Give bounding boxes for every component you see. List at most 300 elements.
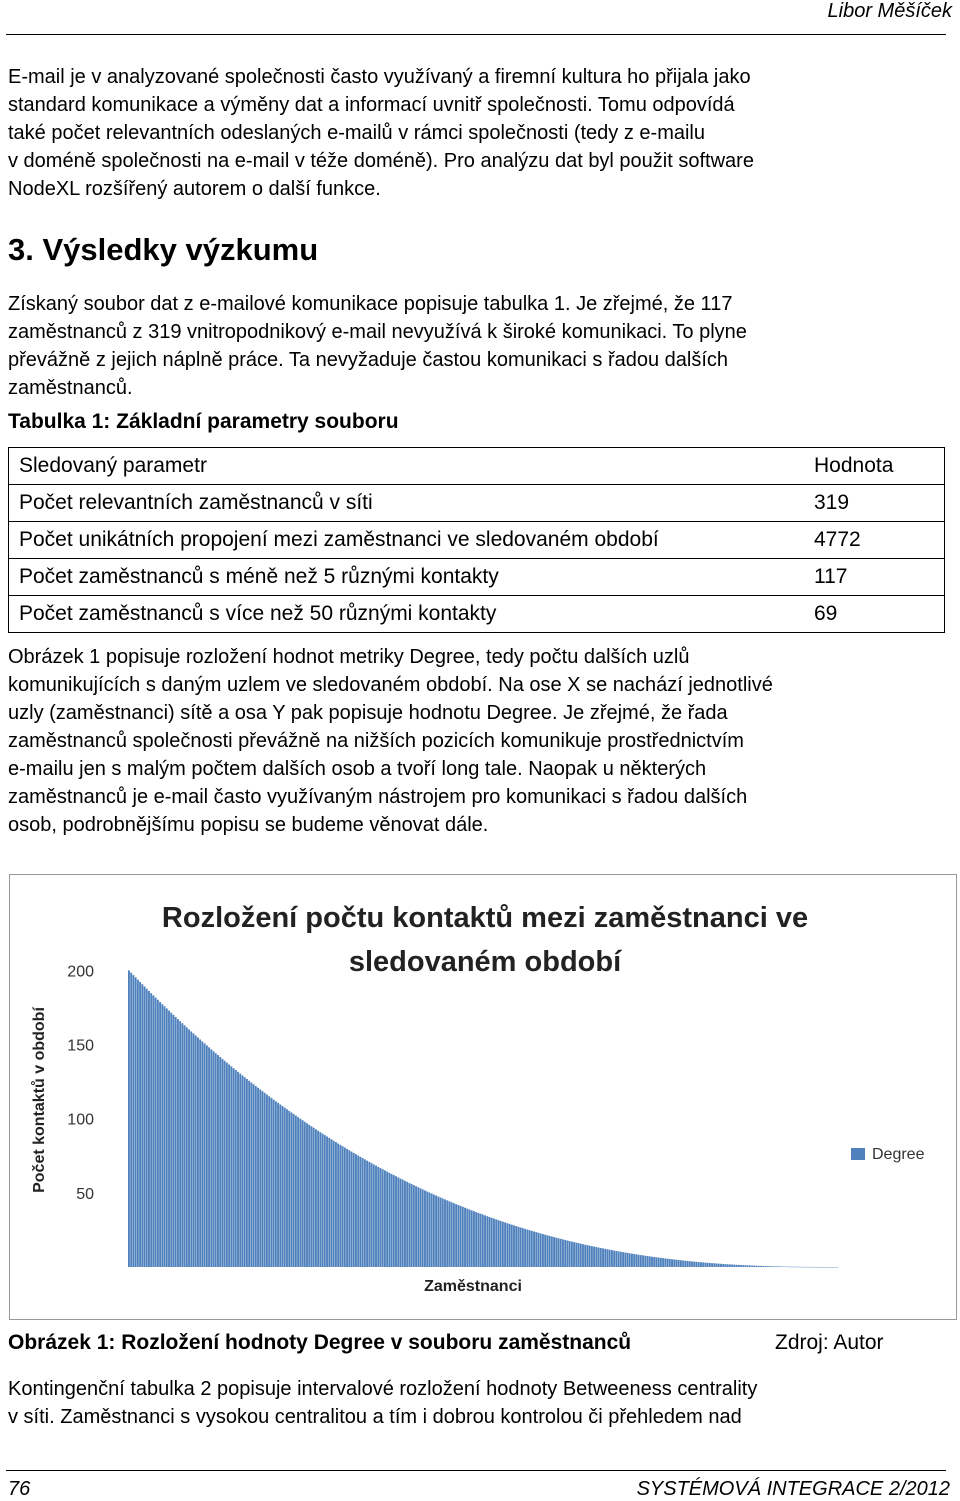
degree-bar xyxy=(293,1114,295,1267)
degree-bar xyxy=(306,1123,308,1267)
degree-bar xyxy=(658,1258,660,1267)
intro-line: NodeXL rozšířený autorem o další funkce. xyxy=(8,178,381,200)
degree-bar xyxy=(175,1017,177,1267)
degree-bar xyxy=(324,1135,326,1267)
degree-bar xyxy=(782,1267,784,1268)
degree-bar xyxy=(233,1068,235,1267)
degree-bar xyxy=(482,1215,484,1267)
degree-bar xyxy=(199,1039,201,1267)
degree-bar xyxy=(477,1213,479,1267)
degree-bar xyxy=(518,1227,520,1267)
degree-bar xyxy=(157,1000,159,1267)
row-parameter: Počet zaměstnanců s méně než 5 různými kontakty xyxy=(9,559,801,596)
degree-bar xyxy=(395,1176,397,1267)
degree-bar xyxy=(564,1240,566,1267)
degree-bar xyxy=(346,1149,348,1267)
degree-bar xyxy=(664,1258,666,1267)
intro-line: v doméně společnosti na e-mail v téže doméně). Pro analýzu dat byl použit software xyxy=(8,150,754,172)
degree-bar xyxy=(718,1264,720,1267)
degree-bar xyxy=(224,1061,226,1267)
header-rule xyxy=(6,34,946,35)
degree-bar xyxy=(696,1262,698,1267)
degree-bar xyxy=(339,1145,341,1267)
degree-bar xyxy=(273,1100,275,1267)
degree-bar xyxy=(135,977,137,1267)
degree-bar xyxy=(687,1261,689,1267)
degree-bar xyxy=(317,1131,319,1267)
degree-bar xyxy=(805,1267,807,1268)
degree-bar xyxy=(159,1002,161,1267)
degree-bar xyxy=(248,1081,250,1267)
degree-bar xyxy=(738,1265,740,1267)
row-parameter: Počet relevantních zaměstnanců v síti xyxy=(9,485,801,522)
degree-bar xyxy=(558,1238,560,1267)
degree-bar xyxy=(364,1159,366,1267)
page-number: 76 xyxy=(8,1478,31,1500)
degree-bar xyxy=(544,1235,546,1267)
degree-bar xyxy=(469,1209,471,1267)
degree-bar xyxy=(618,1251,620,1267)
degree-bar xyxy=(831,1267,833,1268)
degree-bar xyxy=(531,1231,533,1267)
degree-bar xyxy=(780,1266,782,1267)
degree-bar xyxy=(208,1047,210,1267)
degree-bar xyxy=(342,1146,344,1267)
degree-bar xyxy=(466,1209,468,1267)
degree-bar xyxy=(337,1143,339,1267)
degree-bar xyxy=(631,1254,633,1267)
figure-paragraph xyxy=(8,643,942,839)
degree-bar xyxy=(773,1266,775,1267)
degree-bar xyxy=(197,1038,199,1268)
degree-bar xyxy=(373,1164,375,1267)
degree-bar xyxy=(727,1264,729,1267)
degree-bar xyxy=(206,1045,208,1267)
degree-bar xyxy=(164,1006,166,1267)
degree-bar xyxy=(173,1015,175,1267)
degree-bar xyxy=(747,1265,749,1267)
degree-bar xyxy=(546,1235,548,1267)
degree-bar xyxy=(760,1266,762,1267)
degree-bar xyxy=(582,1244,584,1267)
degree-bar xyxy=(538,1233,540,1267)
degree-bar xyxy=(177,1019,179,1267)
degree-bar xyxy=(627,1253,629,1267)
degree-bar xyxy=(515,1226,517,1267)
degree-bar xyxy=(462,1207,464,1267)
degree-bar xyxy=(130,973,132,1267)
degree-bar xyxy=(522,1228,524,1267)
degree-bar xyxy=(667,1259,669,1267)
degree-bar xyxy=(811,1267,813,1268)
degree-bar xyxy=(796,1267,798,1268)
degree-bar xyxy=(221,1059,223,1267)
degree-bar xyxy=(246,1079,248,1267)
degree-bar xyxy=(257,1088,259,1267)
results-paragraph xyxy=(8,290,942,402)
degree-bar xyxy=(426,1191,428,1267)
degree-bar xyxy=(684,1261,686,1267)
degree-bar xyxy=(170,1013,172,1267)
table-caption: Tabulka 1: Základní parametry souboru xyxy=(8,410,399,433)
degree-bar xyxy=(186,1027,188,1267)
degree-bar xyxy=(262,1091,264,1267)
degree-bar xyxy=(593,1247,595,1267)
degree-bar xyxy=(437,1197,439,1268)
degree-bar xyxy=(213,1051,215,1267)
row-value: 69 xyxy=(800,596,945,633)
degree-bar xyxy=(551,1237,553,1267)
degree-bar xyxy=(277,1103,279,1267)
closing-line: v síti. Zaměstnanci s vysokou centralitou a tím i dobrou kontrolou či přehledem nad xyxy=(8,1406,742,1428)
degree-bar xyxy=(440,1197,442,1267)
degree-bar xyxy=(259,1089,261,1267)
degree-bar xyxy=(304,1122,306,1267)
degree-bar xyxy=(502,1222,504,1267)
degree-bar xyxy=(584,1245,586,1267)
figure-line: komunikujících s daným uzlem ve sledovaném období. Na ose X se nachází jednotlivé xyxy=(8,674,773,696)
degree-bar xyxy=(455,1204,457,1267)
header-value: Hodnota xyxy=(800,448,945,485)
degree-bar xyxy=(489,1217,491,1267)
degree-bar xyxy=(749,1265,751,1267)
footer-rule xyxy=(6,1470,946,1471)
degree-bar xyxy=(442,1198,444,1267)
degree-bar xyxy=(424,1190,426,1267)
degree-bar xyxy=(237,1072,239,1267)
degree-bar xyxy=(297,1117,299,1267)
degree-bar xyxy=(598,1248,600,1267)
degree-bar xyxy=(179,1021,181,1267)
degree-bar xyxy=(635,1254,637,1267)
degree-bar xyxy=(771,1266,773,1267)
degree-bar xyxy=(660,1258,662,1267)
degree-bar xyxy=(326,1136,328,1267)
chart-title-line-1: Rozložení počtu kontaktů mezi zaměstnanci ve xyxy=(161,902,809,934)
degree-bar xyxy=(195,1035,197,1267)
intro-line: E-mail je v analyzované společnosti často využívaný a firemní kultura ho přijala jako xyxy=(8,66,751,88)
degree-bar xyxy=(444,1199,446,1267)
degree-bar xyxy=(275,1101,277,1267)
degree-bar xyxy=(500,1221,502,1267)
degree-bar xyxy=(611,1250,613,1267)
degree-bar xyxy=(756,1266,758,1267)
degree-bar xyxy=(566,1241,568,1267)
figure-line: e-mailu jen s malým počtem dalších osob a tvoří long tale. Naopak u některých xyxy=(8,758,707,780)
degree-bar xyxy=(600,1248,602,1267)
degree-bar xyxy=(431,1194,433,1268)
degree-bar xyxy=(464,1208,466,1267)
degree-bar xyxy=(720,1264,722,1267)
degree-bar xyxy=(384,1170,386,1267)
intro-paragraph xyxy=(8,63,942,203)
degree-bar xyxy=(578,1243,580,1267)
closing-paragraph xyxy=(8,1375,942,1431)
degree-bar xyxy=(607,1249,609,1267)
degree-bar xyxy=(284,1108,286,1267)
degree-bar xyxy=(315,1129,317,1267)
degree-bar xyxy=(235,1070,237,1267)
degree-bar xyxy=(742,1265,744,1267)
legend-swatch xyxy=(851,1148,865,1160)
degree-bar xyxy=(736,1265,738,1267)
degree-bar xyxy=(250,1083,252,1267)
degree-bar xyxy=(765,1266,767,1267)
degree-bar xyxy=(587,1245,589,1267)
degree-bar xyxy=(809,1267,811,1268)
row-value: 117 xyxy=(800,559,945,596)
degree-bar xyxy=(290,1112,292,1267)
degree-bar xyxy=(491,1218,493,1267)
results-line: převážně z jejich náplně práce. Ta nevyžaduje častou komunikaci s řadou dalších xyxy=(8,349,729,371)
degree-bar xyxy=(368,1162,370,1267)
degree-bar xyxy=(322,1134,324,1267)
degree-bar xyxy=(762,1266,764,1267)
degree-bar xyxy=(535,1232,537,1267)
degree-bar xyxy=(475,1212,477,1267)
degree-bar xyxy=(219,1057,221,1267)
degree-bar xyxy=(255,1086,257,1267)
degree-bar xyxy=(148,991,150,1267)
degree-bar xyxy=(698,1262,700,1267)
degree-bar xyxy=(388,1173,390,1267)
degree-bar xyxy=(776,1266,778,1267)
degree-bar xyxy=(299,1119,301,1267)
degree-bar xyxy=(344,1148,346,1267)
degree-bar xyxy=(575,1243,577,1267)
degree-bar xyxy=(731,1265,733,1267)
degree-bar xyxy=(540,1233,542,1267)
y-tick-label: 200 xyxy=(67,963,94,981)
degree-bar xyxy=(144,986,146,1267)
degree-bar xyxy=(366,1161,368,1267)
degree-bar xyxy=(400,1179,402,1267)
degree-bar xyxy=(800,1267,802,1268)
degree-bar xyxy=(613,1251,615,1267)
degree-bar xyxy=(807,1267,809,1268)
degree-bar xyxy=(529,1230,531,1267)
degree-bar xyxy=(678,1260,680,1267)
degree-bar xyxy=(785,1267,787,1268)
degree-bar xyxy=(604,1249,606,1267)
degree-bar xyxy=(302,1120,304,1267)
figure-line: Obrázek 1 popisuje rozložení hodnot metriky Degree, tedy počtu dalších uzlů xyxy=(8,646,690,668)
degree-bar xyxy=(413,1185,415,1267)
degree-bar xyxy=(473,1211,475,1267)
degree-bar xyxy=(417,1187,419,1267)
degree-bar xyxy=(497,1220,499,1267)
degree-bar xyxy=(649,1256,651,1267)
degree-bar xyxy=(268,1096,270,1267)
degree-bar xyxy=(822,1267,824,1268)
table-row xyxy=(9,596,945,633)
degree-bar xyxy=(168,1011,170,1267)
degree-bar xyxy=(767,1266,769,1267)
degree-bar xyxy=(711,1263,713,1267)
degree-bar xyxy=(184,1025,186,1267)
degree-bar xyxy=(573,1242,575,1267)
degree-bar xyxy=(264,1093,266,1267)
degree-bar xyxy=(313,1128,315,1267)
degree-bar xyxy=(408,1183,410,1267)
degree-bar xyxy=(375,1166,377,1267)
degree-bar xyxy=(793,1267,795,1268)
degree-bar xyxy=(495,1219,497,1267)
table-row xyxy=(9,559,945,596)
degree-bar xyxy=(580,1244,582,1267)
degree-bar xyxy=(242,1075,244,1267)
results-line: Získaný soubor dat z e-mailové komunikace popisuje tabulka 1. Je zřejmé, že 117 xyxy=(8,293,733,315)
degree-bar xyxy=(671,1259,673,1267)
chart-x-label: Zaměstnanci xyxy=(424,1278,522,1295)
degree-bar xyxy=(382,1169,384,1267)
degree-bar xyxy=(228,1064,230,1267)
degree-bar xyxy=(751,1266,753,1267)
chart-canvas xyxy=(10,875,955,1318)
degree-bar xyxy=(789,1267,791,1268)
degree-bar xyxy=(193,1033,195,1267)
degree-bar xyxy=(651,1257,653,1267)
parameters-table xyxy=(8,447,945,633)
degree-bar xyxy=(270,1098,272,1267)
degree-bar xyxy=(295,1116,297,1267)
degree-bar xyxy=(146,989,148,1267)
degree-bar xyxy=(655,1257,657,1267)
degree-bar xyxy=(428,1192,430,1267)
degree-bar xyxy=(357,1156,359,1267)
degree-bar xyxy=(362,1158,364,1267)
degree-bar xyxy=(729,1264,731,1267)
degree-bar xyxy=(798,1267,800,1268)
degree-bar xyxy=(791,1267,793,1268)
row-parameter: Počet unikátních propojení mezi zaměstnanci ve sledovaném období xyxy=(9,522,801,559)
closing-line: Kontingenční tabulka 2 popisuje intervalové rozložení hodnoty Betweeness centrality xyxy=(8,1378,758,1400)
row-value: 319 xyxy=(800,485,945,522)
degree-bar xyxy=(778,1266,780,1267)
degree-bar xyxy=(150,993,152,1267)
degree-bar xyxy=(308,1125,310,1267)
degree-bar xyxy=(166,1008,168,1267)
degree-bar xyxy=(769,1266,771,1267)
degree-bar xyxy=(335,1142,337,1267)
degree-bar xyxy=(406,1182,408,1267)
degree-bar xyxy=(716,1263,718,1267)
degree-bar xyxy=(402,1180,404,1267)
degree-bar xyxy=(820,1267,822,1268)
degree-bar xyxy=(230,1066,232,1267)
degree-bar xyxy=(676,1260,678,1267)
degree-bar xyxy=(836,1267,838,1268)
degree-bar xyxy=(504,1222,506,1267)
degree-bar xyxy=(152,995,154,1267)
degree-bar xyxy=(217,1055,219,1267)
degree-bar xyxy=(279,1104,281,1267)
degree-bar xyxy=(353,1153,355,1267)
degree-bar xyxy=(542,1234,544,1267)
degree-bar xyxy=(415,1186,417,1267)
degree-bar xyxy=(371,1163,373,1267)
chart-y-label: Počet kontaktů v období xyxy=(31,1007,48,1193)
y-tick-label: 100 xyxy=(67,1111,94,1129)
degree-bar xyxy=(311,1126,313,1267)
degree-bar xyxy=(226,1063,228,1267)
degree-bar xyxy=(662,1258,664,1267)
degree-bar xyxy=(818,1267,820,1268)
degree-bar xyxy=(422,1189,424,1267)
degree-bar xyxy=(132,975,134,1267)
degree-bar xyxy=(642,1255,644,1267)
degree-bar xyxy=(624,1253,626,1267)
degree-bars xyxy=(128,970,838,1267)
degree-bar xyxy=(520,1227,522,1267)
degree-bar xyxy=(319,1132,321,1267)
degree-bar xyxy=(740,1265,742,1267)
y-tick-label: 150 xyxy=(67,1037,94,1055)
degree-bar xyxy=(653,1257,655,1267)
degree-bar xyxy=(827,1267,829,1268)
degree-bar xyxy=(745,1265,747,1267)
degree-bar xyxy=(722,1264,724,1267)
degree-bar xyxy=(404,1181,406,1267)
degree-bar xyxy=(420,1188,422,1267)
figure-line: zaměstnanců společnosti převážně na nižších pozicích komunikuje prostřednictvím xyxy=(8,730,744,752)
row-parameter: Počet zaměstnanců s více než 50 různými kontakty xyxy=(9,596,801,633)
degree-bar xyxy=(709,1263,711,1267)
degree-bar xyxy=(397,1177,399,1267)
degree-bar xyxy=(328,1138,330,1267)
figure-line: zaměstnanců je e-mail často využívaným nástrojem pro komunikaci s řadou dalších xyxy=(8,786,748,808)
degree-bar xyxy=(333,1141,335,1267)
degree-chart xyxy=(9,874,957,1320)
degree-bar xyxy=(506,1223,508,1267)
degree-bar xyxy=(693,1262,695,1267)
table-row xyxy=(9,485,945,522)
degree-bar xyxy=(355,1154,357,1267)
degree-bar xyxy=(190,1031,192,1267)
degree-bar xyxy=(253,1084,255,1267)
degree-bar xyxy=(669,1259,671,1267)
degree-bar xyxy=(484,1215,486,1267)
degree-bar xyxy=(702,1262,704,1267)
degree-bar xyxy=(239,1074,241,1267)
degree-bar xyxy=(511,1225,513,1267)
row-value: 4772 xyxy=(800,522,945,559)
degree-bar xyxy=(834,1267,836,1268)
degree-bar xyxy=(460,1206,462,1267)
degree-bar xyxy=(549,1236,551,1267)
chart-title-line-2: sledovaném období xyxy=(348,946,622,978)
degree-bar xyxy=(555,1238,557,1267)
degree-bar xyxy=(753,1266,755,1267)
degree-bar xyxy=(286,1109,288,1267)
table-header-row xyxy=(9,448,945,485)
degree-bar xyxy=(644,1256,646,1267)
degree-bar xyxy=(210,1049,212,1267)
degree-bar xyxy=(288,1111,290,1267)
figure-source: Zdroj: Autor xyxy=(775,1331,884,1354)
y-ticks xyxy=(67,963,94,1202)
degree-bar xyxy=(433,1195,435,1267)
degree-bar xyxy=(647,1256,649,1267)
degree-bar xyxy=(562,1239,564,1267)
journal-name: SYSTÉMOVÁ INTEGRACE 2/2012 xyxy=(636,1478,950,1500)
degree-bar xyxy=(155,998,157,1267)
degree-bar xyxy=(471,1210,473,1267)
degree-bar xyxy=(595,1247,597,1267)
degree-bar xyxy=(825,1267,827,1268)
degree-bar xyxy=(620,1252,622,1267)
degree-bar xyxy=(161,1004,163,1267)
